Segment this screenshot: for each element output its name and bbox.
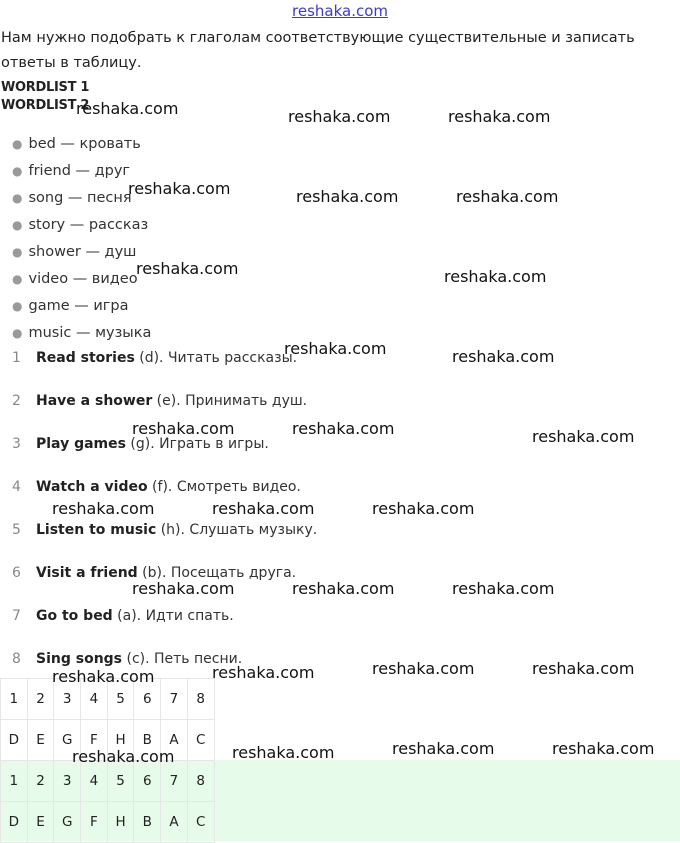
task-item-3: 3 Play games (g). Играть в игры. <box>12 436 269 452</box>
list-item: ● video — видео <box>12 271 138 287</box>
table-cell: 7 <box>161 679 188 720</box>
table-cell: 3 <box>54 679 81 720</box>
wordlist-1-heading: WORDLIST 1 <box>1 80 90 95</box>
list-item: ● game — игра <box>12 298 129 314</box>
table-cell: 5 <box>107 761 134 802</box>
watermark: reshaka.com <box>132 579 235 598</box>
watermark: reshaka.com <box>532 427 635 446</box>
table-cell: 2 <box>27 679 54 720</box>
list-item: ● bed — кровать <box>12 136 141 152</box>
table-cell: 4 <box>81 761 108 802</box>
table-cell: F <box>81 720 108 761</box>
table-cell: 4 <box>81 679 108 720</box>
list-item: ● friend — друг <box>12 163 131 179</box>
table-cell: A <box>161 720 188 761</box>
task-item-6: 6 Visit a friend (b). Посещать друга. <box>12 565 297 581</box>
task-item-2: 2 Have a shower (e). Принимать душ. <box>12 393 308 409</box>
watermark: reshaka.com <box>76 99 179 118</box>
task-item-5: 5 Listen to music (h). Слушать музыку. <box>12 522 318 538</box>
list-item: ● shower — душ <box>12 244 137 260</box>
table-cell: B <box>134 720 161 761</box>
watermark: reshaka.com <box>392 739 495 758</box>
task-item-4: 4 Watch a video (f). Смотреть видео. <box>12 479 301 495</box>
task-item-7: 7 Go to bed (a). Идти спать. <box>12 608 234 624</box>
table-row <box>1 802 215 843</box>
watermark: reshaka.com <box>232 743 335 762</box>
table-cell: C <box>187 720 214 761</box>
table-cell: 6 <box>134 679 161 720</box>
watermark: reshaka.com <box>372 659 475 678</box>
table-cell: 8 <box>187 679 214 720</box>
watermark: reshaka.com <box>132 419 235 438</box>
watermark: reshaka.com <box>448 107 551 126</box>
watermark: reshaka.com <box>52 499 155 518</box>
table-cell: C <box>187 802 214 843</box>
table-cell: 6 <box>134 761 161 802</box>
watermark: reshaka.com <box>212 499 315 518</box>
watermark: reshaka.com <box>532 659 635 678</box>
wordlist-2-heading: WORDLIST 2 <box>1 98 90 113</box>
task-item-1: 1 Read stories (d). Читать рассказы. <box>12 350 298 366</box>
table-cell: F <box>81 802 108 843</box>
site-link[interactable]: reshaka.com <box>292 2 388 20</box>
table-cell: E <box>27 720 54 761</box>
watermark: reshaka.com <box>136 259 239 278</box>
watermark: reshaka.com <box>292 419 395 438</box>
table-cell: A <box>161 802 188 843</box>
list-item: ● story — рассказ <box>12 217 149 233</box>
table-cell: 2 <box>27 761 54 802</box>
table-row <box>1 761 215 802</box>
table-cell: B <box>134 802 161 843</box>
watermark: reshaka.com <box>292 579 395 598</box>
watermark: reshaka.com <box>72 747 175 766</box>
list-item: ● music — музыка <box>12 325 152 341</box>
watermark: reshaka.com <box>444 267 547 286</box>
table-cell: H <box>107 802 134 843</box>
table-cell: D <box>1 802 28 843</box>
watermark: reshaka.com <box>452 579 555 598</box>
list-item: ● song — песня <box>12 190 132 206</box>
intro-text: Нам нужно подобрать к глаголам соответствующие существительные и записать ответы в таблицу. <box>1 30 635 71</box>
watermark: reshaka.com <box>552 739 655 758</box>
watermark: reshaka.com <box>128 179 231 198</box>
watermark: reshaka.com <box>456 187 559 206</box>
table-cell: 3 <box>54 761 81 802</box>
vocabulary-list <box>12 131 151 347</box>
table-cell: D <box>1 720 28 761</box>
table-cell: 1 <box>1 761 28 802</box>
watermark: reshaka.com <box>52 667 155 686</box>
watermark: reshaka.com <box>288 107 391 126</box>
watermark: reshaka.com <box>212 663 315 682</box>
watermark: reshaka.com <box>372 499 475 518</box>
watermark: reshaka.com <box>452 347 555 366</box>
table-cell: 7 <box>161 761 188 802</box>
table-cell: 1 <box>1 679 28 720</box>
table-cell: E <box>27 802 54 843</box>
table-cell: 8 <box>187 761 214 802</box>
table-cell: 5 <box>107 679 134 720</box>
table-cell: H <box>107 720 134 761</box>
answer-table-highlighted <box>0 760 215 843</box>
table-cell: G <box>54 720 81 761</box>
watermark: reshaka.com <box>284 339 387 358</box>
task-item-8: 8 Sing songs (c). Петь песни. <box>12 651 243 667</box>
watermark: reshaka.com <box>296 187 399 206</box>
table-cell: G <box>54 802 81 843</box>
